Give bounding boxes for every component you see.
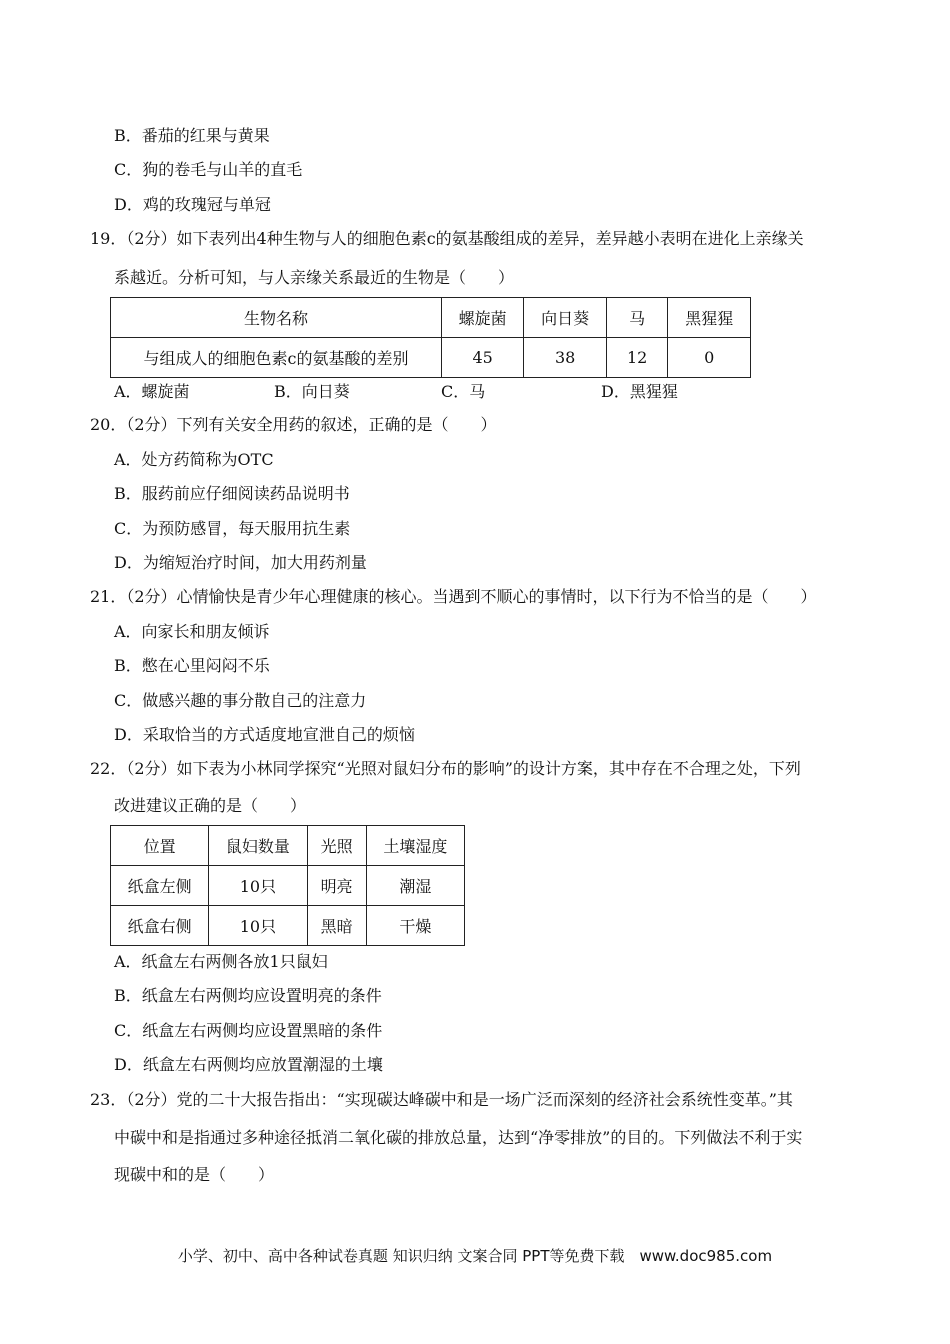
- q22-header-count: 鼠妇数量: [209, 826, 307, 866]
- q21-option-b: B．憋在心里闷闷不乐: [114, 656, 270, 675]
- q18-option-d: D．鸡的玫瑰冠与单冠: [114, 195, 271, 214]
- q23-stem-line3: 现碳中和的是（ ）: [114, 1165, 275, 1184]
- q19-cell-3: 12: [606, 338, 668, 378]
- q22-option-a: A．纸盒左右两侧各放1只鼠妇: [114, 952, 328, 971]
- q22-row1-position: 纸盒左侧: [111, 866, 209, 906]
- q19-stem-line1: 19．（2分）如下表列出4种生物与人的细胞色素c的氨基酸组成的差异，差异越小表明在进化上亲缘关: [90, 229, 804, 248]
- q20-option-b: B．服药前应仔细阅读药品说明书: [114, 484, 350, 503]
- q22-header-light: 光照: [307, 826, 366, 866]
- q19-option-a: A．螺旋菌: [114, 382, 190, 401]
- q22-row1-humidity: 潮湿: [366, 866, 464, 906]
- q22-stem-line1: 22．（2分）如下表为小林同学探究“光照对鼠妇分布的影响”的设计方案，其中存在不合理之处，下列: [90, 759, 801, 778]
- q20-option-c: C．为预防感冒，每天服用抗生素: [114, 519, 351, 538]
- q22-row2-count: 10只: [209, 906, 307, 946]
- q19-header-col3: 马: [606, 298, 668, 338]
- q19-cell-1: 45: [441, 338, 523, 378]
- q19-header-col2: 向日葵: [524, 298, 606, 338]
- q21-stem: 21．（2分）心情愉快是青少年心理健康的核心。当遇到不顺心的事情时，以下行为不恰当的是（ ）: [90, 587, 817, 606]
- q22-row2-humidity: 干燥: [366, 906, 464, 946]
- q22-row2-position: 纸盒右侧: [111, 906, 209, 946]
- q22-option-c: C．纸盒左右两侧均应设置黑暗的条件: [114, 1021, 383, 1040]
- q21-option-a: A．向家长和朋友倾诉: [114, 622, 270, 641]
- q19-row-label: 与组成人的细胞色素c的氨基酸的差别: [111, 338, 442, 378]
- q19-cell-4: 0: [668, 338, 751, 378]
- q18-option-b: B．番茄的红果与黄果: [114, 126, 270, 145]
- q19-table: [110, 297, 751, 378]
- q19-option-b: B．向日葵: [274, 382, 350, 401]
- q21-option-c: C．做感兴趣的事分散自己的注意力: [114, 691, 367, 710]
- q20-option-a: A．处方药简称为OTC: [114, 450, 274, 469]
- q18-option-c: C．狗的卷毛与山羊的直毛: [114, 160, 303, 179]
- q19-option-c: C．马: [441, 382, 486, 401]
- q19-option-d: D．黑猩猩: [601, 382, 678, 401]
- q22-row2-light: 黑暗: [307, 906, 366, 946]
- q22-option-b: B．纸盒左右两侧均应设置明亮的条件: [114, 986, 382, 1005]
- q21-option-d: D．采取恰当的方式适度地宣泄自己的烦恼: [114, 725, 415, 744]
- q22-row1-count: 10只: [209, 866, 307, 906]
- q22-row1-light: 明亮: [307, 866, 366, 906]
- q22-header-position: 位置: [111, 826, 209, 866]
- q19-cell-2: 38: [524, 338, 606, 378]
- page-footer: 小学、初中、高中各种试卷真题 知识归纳 文案合同 PPT等免费下载 www.doc985.com: [177, 1247, 773, 1265]
- q22-header-humidity: 土壤湿度: [366, 826, 464, 866]
- q22-table: [110, 825, 465, 946]
- q22-option-d: D．纸盒左右两侧均应放置潮湿的土壤: [114, 1055, 383, 1074]
- q19-header-name: 生物名称: [111, 298, 442, 338]
- q22-stem-line2: 改进建议正确的是（ ）: [114, 796, 307, 815]
- q23-stem-line1: 23．（2分）党的二十大报告指出：“实现碳达峰碳中和是一场广泛而深刻的经济社会系统性变革。”其: [90, 1090, 793, 1109]
- q20-stem: 20．（2分）下列有关安全用药的叙述，正确的是（ ）: [90, 415, 497, 434]
- q19-header-col1: 螺旋菌: [441, 298, 523, 338]
- q23-stem-line2: 中碳中和是指通过多种途径抵消二氧化碳的排放总量，达到“净零排放”的目的。下列做法不利于实: [114, 1128, 803, 1147]
- q19-stem-line2: 系越近。分析可知，与人亲缘关系最近的生物是（ ）: [114, 268, 515, 287]
- q19-header-col4: 黑猩猩: [668, 298, 751, 338]
- q20-option-d: D．为缩短治疗时间，加大用药剂量: [114, 553, 367, 572]
